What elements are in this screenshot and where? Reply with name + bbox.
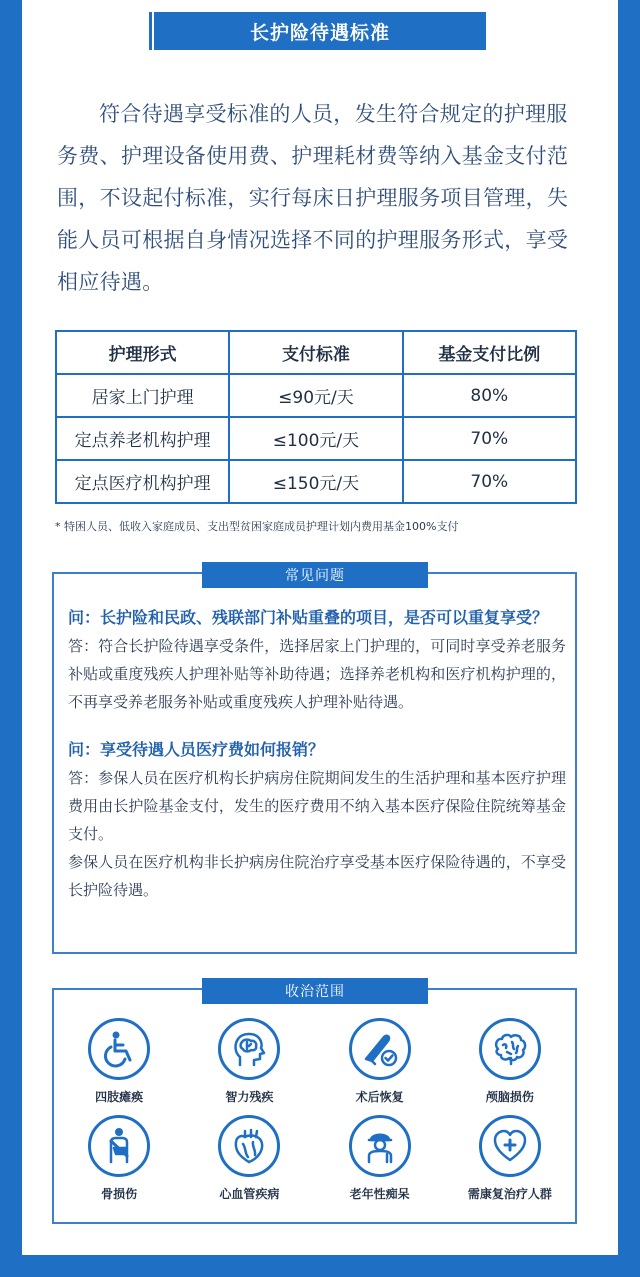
scope-item bbox=[54, 1115, 184, 1202]
table-header-cell: 支付标准 bbox=[229, 331, 402, 374]
footnote: * 特困人员、低收入家庭成员、支出型贫困家庭成员护理计划内费用基金100%支付 bbox=[55, 520, 459, 533]
scope-item-label: 颅脑损伤 bbox=[485, 1090, 534, 1104]
arm-sling-icon bbox=[88, 1115, 150, 1177]
table-row bbox=[56, 417, 576, 460]
scope-item-label: 术后恢复 bbox=[355, 1090, 404, 1104]
scope-item-label: 老年性痴呆 bbox=[349, 1187, 410, 1201]
scope-item bbox=[184, 1018, 314, 1105]
table-cell: 70% bbox=[403, 417, 576, 460]
table-header-cell: 护理形式 bbox=[56, 331, 229, 374]
brain-icon bbox=[479, 1018, 541, 1080]
scope-icon-grid bbox=[54, 1018, 575, 1202]
benefit-table bbox=[55, 330, 577, 504]
scope-item-label: 四肢瘫痪 bbox=[95, 1090, 144, 1104]
table-cell: 80% bbox=[403, 374, 576, 417]
table-row bbox=[56, 460, 576, 503]
scope-item bbox=[445, 1018, 575, 1105]
brain-head-icon bbox=[218, 1018, 280, 1080]
faq-question: 问：享受待遇人员医疗费如何报销？ bbox=[68, 740, 325, 759]
intro-paragraph: 符合待遇享受标准的人员，发生符合规定的护理服务费、护理设备使用费、护理耗材费等纳入基金支付范围，不设起付标准，实行每床日护理服务项目管理，失能人员可根据自身情况选择不同的护理服务形式，享受相应待遇。 bbox=[57, 102, 569, 294]
table-cell: 居家上门护理 bbox=[56, 374, 229, 417]
scope-item-label: 骨损伤 bbox=[101, 1187, 138, 1201]
faq-answer: 答：符合长护险待遇享受条件，选择居家上门护理的，可同时享受养老服务补贴或重度残疾人护理补贴等补助待遇；选择养老机构和医疗机构护理的，不再享受养老服务补贴或重度残疾人护理补贴待遇。 bbox=[68, 637, 566, 711]
faq-question: 问：长护险和民政、残联部门补贴重叠的项目，是否可以重复享受？ bbox=[68, 608, 549, 627]
scope-section bbox=[52, 984, 577, 1224]
table-header-row bbox=[56, 331, 576, 374]
table-cell: ≤100元/天 bbox=[229, 417, 402, 460]
scope-item bbox=[315, 1115, 445, 1202]
elderly-icon bbox=[349, 1115, 411, 1177]
scope-item bbox=[54, 1018, 184, 1105]
faq-label: 常见问题 bbox=[202, 562, 428, 588]
table-cell: 70% bbox=[403, 460, 576, 503]
page-title: 长护险待遇标准 bbox=[154, 12, 486, 50]
heart-icon bbox=[218, 1115, 280, 1177]
faq-answer: 答：参保人员在医疗机构长护病房住院期间发生的生活护理和基本医疗护理费用由长护险基金支付，发生的医疗费用不纳入基本医疗保险住院统筹基金支付。 bbox=[68, 769, 566, 843]
scope-item-label: 需康复治疗人群 bbox=[467, 1187, 552, 1201]
table-cell: ≤90元/天 bbox=[229, 374, 402, 417]
scope-item bbox=[315, 1018, 445, 1105]
scope-item-label: 心血管疾病 bbox=[219, 1187, 280, 1201]
scalpel-check-icon bbox=[349, 1018, 411, 1080]
faq-content bbox=[68, 604, 566, 904]
faq-answer: 参保人员在医疗机构非长护病房住院治疗享受基本医疗保险待遇的，不享受长护险待遇。 bbox=[68, 853, 566, 899]
table-cell: ≤150元/天 bbox=[229, 460, 402, 503]
faq-section bbox=[52, 568, 577, 954]
scope-item bbox=[184, 1115, 314, 1202]
heart-cross-icon bbox=[479, 1115, 541, 1177]
scope-item-label: 智力残疾 bbox=[225, 1090, 274, 1104]
table-row bbox=[56, 374, 576, 417]
scope-item bbox=[445, 1115, 575, 1202]
scope-label: 收治范围 bbox=[202, 978, 428, 1004]
wheelchair-icon bbox=[88, 1018, 150, 1080]
table-cell: 定点医疗机构护理 bbox=[56, 460, 229, 503]
content-card bbox=[22, 0, 618, 1255]
table-header-cell: 基金支付比例 bbox=[403, 331, 576, 374]
table-cell: 定点养老机构护理 bbox=[56, 417, 229, 460]
